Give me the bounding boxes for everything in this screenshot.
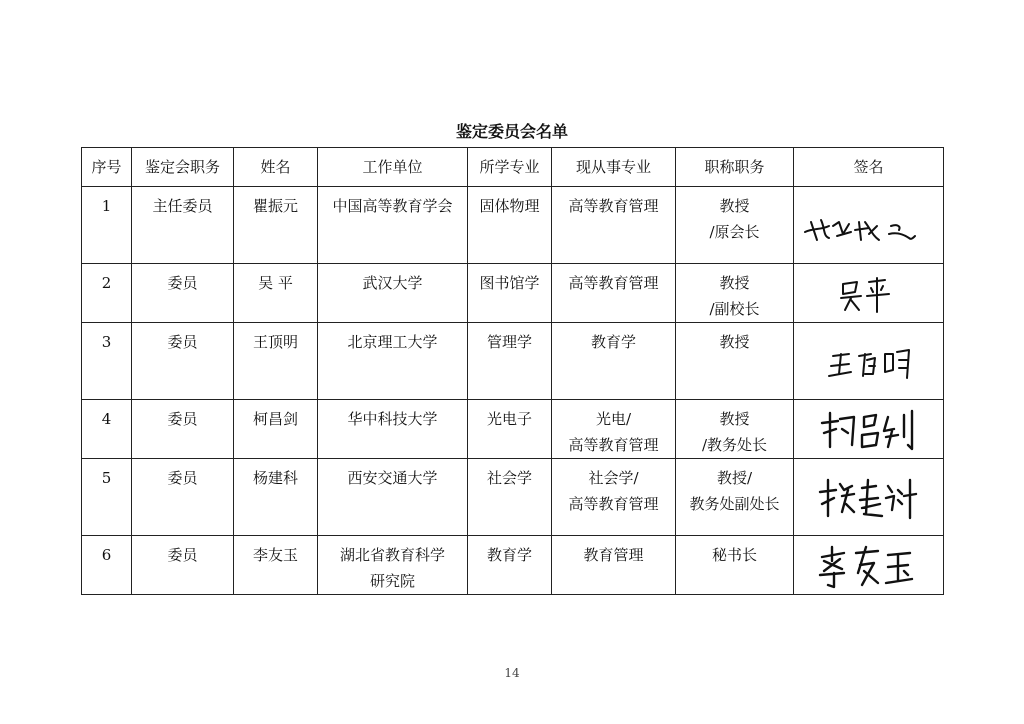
cell-major: 社会学: [468, 459, 552, 536]
org-line-1: 中国高等教育学会: [332, 197, 453, 215]
header-org: 工作单位: [318, 148, 468, 187]
cell-org: [318, 400, 468, 459]
cell-position: [676, 400, 794, 459]
table-row: [82, 459, 944, 536]
position-line-1: 教授/: [716, 469, 753, 487]
cell-signature: [794, 459, 944, 536]
committee-table: [81, 147, 944, 595]
handwritten-signature: [814, 403, 924, 455]
cell-role: 主任委员: [132, 187, 234, 264]
position-line-2: /原会长: [709, 223, 760, 241]
cell-name: 杨建科: [234, 459, 318, 536]
cell-index: 5: [82, 459, 132, 536]
cell-index: 4: [82, 400, 132, 459]
cell-field: [552, 459, 676, 536]
cell-signature: [794, 536, 944, 595]
org-line-1: 西安交通大学: [347, 469, 438, 487]
header-role: 鉴定会职务: [132, 148, 234, 187]
cell-position: [676, 323, 794, 400]
cell-major: 图书馆学: [468, 264, 552, 323]
header-position: 职称职务: [676, 148, 794, 187]
table-row: [82, 400, 944, 459]
cell-field: [552, 536, 676, 595]
cell-role: 委员: [132, 400, 234, 459]
field-line-2: 高等教育管理: [568, 436, 659, 454]
cell-signature: [794, 323, 944, 400]
cell-position: [676, 264, 794, 323]
cell-name: 李友玉: [234, 536, 318, 595]
field-line-2: 高等教育管理: [568, 495, 659, 513]
cell-role: 委员: [132, 536, 234, 595]
cell-position: [676, 459, 794, 536]
handwritten-signature: [829, 268, 909, 318]
handwritten-signature: [814, 470, 924, 524]
cell-index: 3: [82, 323, 132, 400]
table-header-row: [82, 148, 944, 187]
table-row: [82, 536, 944, 595]
position-line-1: 教授: [719, 274, 750, 292]
header-major: 所学专业: [468, 148, 552, 187]
table-row: [82, 323, 944, 400]
cell-major: 管理学: [468, 323, 552, 400]
cell-name: 瞿振元: [234, 187, 318, 264]
cell-major: 固体物理: [468, 187, 552, 264]
cell-org: [318, 536, 468, 595]
position-line-1: 教授: [719, 410, 750, 428]
cell-field: [552, 187, 676, 264]
cell-org: [318, 323, 468, 400]
cell-major: 光电子: [468, 400, 552, 459]
org-line-1: 北京理工大学: [347, 333, 438, 351]
cell-name: 柯昌剑: [234, 400, 318, 459]
field-line-1: 高等教育管理: [568, 274, 659, 292]
org-line-1: 华中科技大学: [347, 410, 438, 428]
cell-index: 2: [82, 264, 132, 323]
table-row: [82, 187, 944, 264]
cell-position: [676, 187, 794, 264]
table-row: [82, 264, 944, 323]
org-line-1: 湖北省教育科学: [339, 546, 445, 564]
handwritten-signature: [819, 336, 919, 386]
header-signature: 签名: [794, 148, 944, 187]
cell-major: 教育学: [468, 536, 552, 595]
position-line-1: 秘书长: [711, 546, 757, 564]
handwritten-signature: [814, 539, 924, 591]
position-line-1: 教授: [719, 333, 750, 351]
cell-org: [318, 187, 468, 264]
cell-name: 吴 平: [234, 264, 318, 323]
field-line-1: 教育学: [590, 333, 636, 351]
field-line-1: 教育管理: [583, 546, 644, 564]
org-line-2: 研究院: [369, 572, 415, 590]
field-line-1: 光电/: [595, 410, 632, 428]
position-line-2: /副校长: [709, 300, 760, 318]
cell-index: 1: [82, 187, 132, 264]
cell-field: [552, 323, 676, 400]
cell-role: 委员: [132, 264, 234, 323]
cell-org: [318, 459, 468, 536]
cell-name: 王顶明: [234, 323, 318, 400]
position-line-2: /教务处长: [701, 436, 768, 454]
field-line-1: 高等教育管理: [568, 197, 659, 215]
position-line-2: 教务处副处长: [689, 495, 780, 513]
header-field: 现从事专业: [552, 148, 676, 187]
cell-org: [318, 264, 468, 323]
cell-position: [676, 536, 794, 595]
org-line-1: 武汉大学: [362, 274, 423, 292]
cell-signature: [794, 264, 944, 323]
page-number: 14: [504, 666, 520, 680]
cell-role: 委员: [132, 459, 234, 536]
cell-index: 6: [82, 536, 132, 595]
cell-signature: [794, 400, 944, 459]
position-line-1: 教授: [719, 197, 750, 215]
handwritten-signature: [799, 200, 939, 250]
field-line-1: 社会学/: [588, 469, 639, 487]
cell-signature: [794, 187, 944, 264]
header-index: 序号: [82, 148, 132, 187]
header-name: 姓名: [234, 148, 318, 187]
cell-field: [552, 400, 676, 459]
cell-field: [552, 264, 676, 323]
cell-role: 委员: [132, 323, 234, 400]
document-title: 鉴定委员会名单: [455, 122, 568, 141]
